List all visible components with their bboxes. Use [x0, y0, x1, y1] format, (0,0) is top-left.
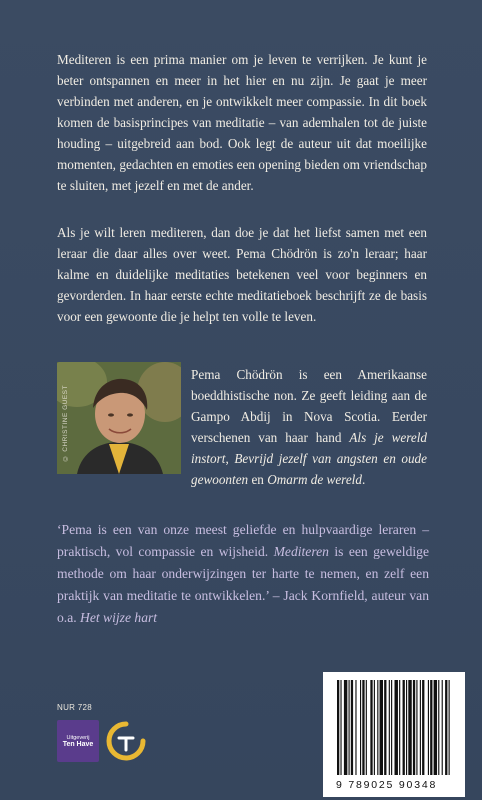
isbn-number: 9 789025 90348	[336, 779, 438, 791]
nur-code: NUR 728	[57, 703, 93, 712]
book-title-3: Omarm de wereld	[267, 472, 362, 487]
book-title-2: Bevrijd jezelf van angsten en oude gewoonten	[191, 451, 427, 487]
blurb-paragraph-2: Als je wilt leren mediteren, dan doe je dat het liefst samen met een leraar die daar alles over weet. Pema Chödrön is zo'n leraar; haar kalme en duidelijke meditaties betekenen veel voor beginners en gevorderden. In haar eerste echte meditatieboek beschrijft ze de basis voor een gewoonte die je helpt ten volle te leven.	[57, 225, 427, 324]
publisher-mark-icon	[105, 720, 147, 762]
endorsement-quote: ‘Pema is een van onze meest geliefde en hulpvaardige leraren – praktisch, vol compassie en wijsheid. Mediteren is een geweldige methode om haar onderwijzingen ter harte te nemen, en zelf een praktijk van meditatie te ontwikkelen.’ – Jack Kornfield, auteur van o.a. Het wijze hart	[57, 522, 429, 625]
author-photo	[57, 362, 181, 474]
blurb-paragraph-1: Mediteren is een prima manier om je leven te verrijken. Je kunt je beter ontspannen en meer in het hier en nu zijn. Je gaat je meer verbinden met anderen, en je ontwikkelt meer compassie. In dit boek komen de basisprincipes van meditatie – van ademhalen tot de juiste houding – uitgebreid aan bod. Ook legt de auteur uit dat moeilijke momenten, gedachten en emoties een opening bieden om vriendschap te sluiten, met jezelf en met de ander.	[57, 52, 427, 193]
publisher-logo: Uitgeverij Ten Have	[57, 720, 99, 762]
author-bio: Pema Chödrön is een Amerikaanse boeddhistische non. Ze geeft leiding aan de Gampo Abdij in Nova Scotia. Eerder verschenen van haar hand Als je wereld instort, Bevrijd jezelf van angsten en oude gewoonten en Omarm de wereld.	[191, 367, 427, 487]
photo-credit: © CHRISTINE GUEST	[62, 385, 69, 462]
book-title-1: Als je wereld instort	[191, 430, 427, 466]
quote-book-title: Mediteren	[273, 544, 329, 559]
quote-reference-title: Het wijze hart	[80, 610, 158, 625]
